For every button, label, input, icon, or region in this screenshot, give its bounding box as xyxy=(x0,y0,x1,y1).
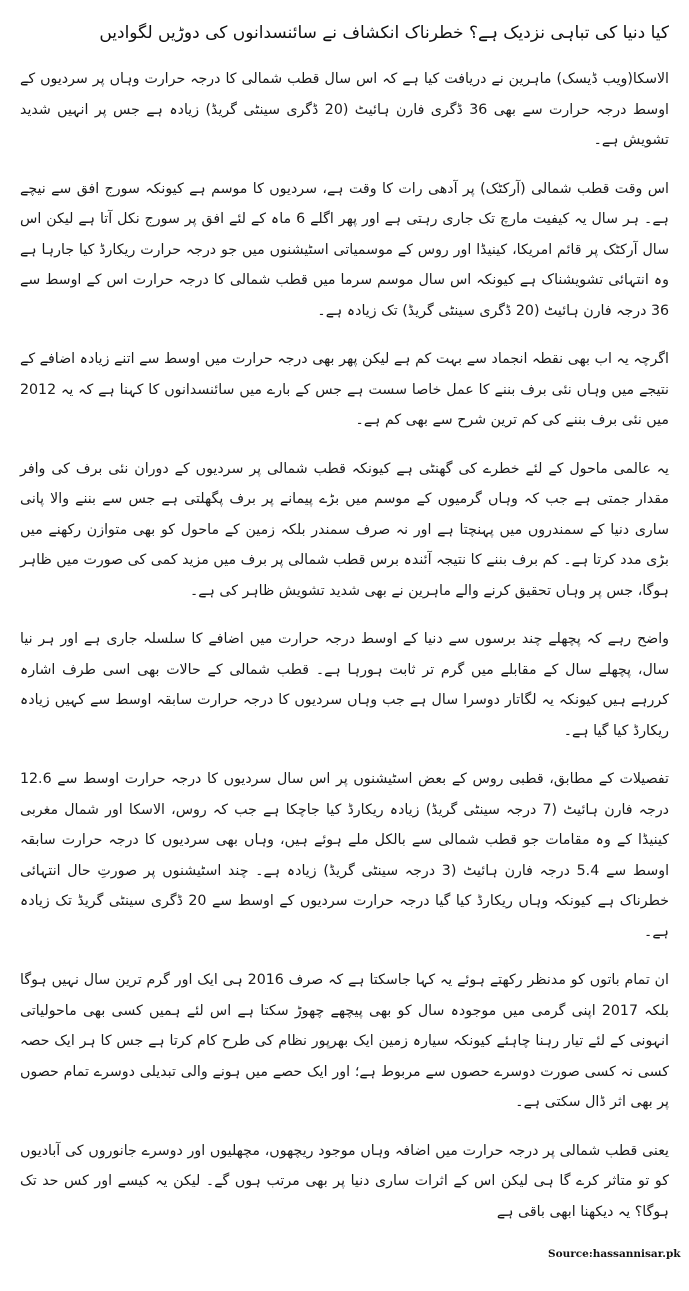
source-credit: Source:hassannisar.pk xyxy=(548,1248,681,1260)
article-paragraph: الاسکا(ویب ڈیسک) ماہرین نے دریافت کیا ہے کہ اس سال قطب شمالی کا درجہ حرارت وہاں پر سردیوں کے اوسط درجہ حرارت سے بھی 36 ڈگری فارن ہائیٹ (20 ڈگری سینٹی گریڈ) زیادہ ہے جس پر انہیں شدید تشویش ہے۔ xyxy=(20,71,669,148)
article-paragraph: یہ عالمی ماحول کے لئے خطرے کی گھنٹی ہے کیونکہ قطب شمالی پر سردیوں کے دوران نئی برف کی وافر مقدار جمتی ہے جب کہ وہاں گرمیوں کے موسم میں بڑے پیمانے پر برف پگھلتی ہے جس سے بننے والا پانی ساری دنیا کے سمندروں میں پہنچتا ہے اور نہ صرف سمندر بلکہ زمین کے ماحول کو بھی متوازن رکھنے میں بڑی مدد کرتا ہے۔ کم برف بننے کا نتیجہ آئندہ برس قطب شمالی پر برف میں مزید کمی کی صورت میں ظاہر ہوگا، جس پر وہاں تحقیق کرنے والے ماہرین نے بھی شدید تشویش ظاہر کی ہے۔ xyxy=(20,460,669,599)
article-paragraph: یعنی قطب شمالی پر درجہ حرارت میں اضافہ وہاں موجود ریچھوں، مچھلیوں اور دوسرے جانوروں کی آبادیوں کو تو متاثر کرے گا ہی لیکن اس کے اثرات ساری دنیا پر بھی مرتب ہوں گے۔ لیکن یہ کیسے اور کس حد تک ہوگا؟ یہ دیکھنا ابھی باقی ہے xyxy=(20,1142,669,1220)
article-paragraph: تفصیلات کے مطابق، قطبی روس کے بعض اسٹیشنوں پر اس سال سردیوں کا درجہ حرارت اوسط سے 12.6 درجہ فارن ہائیٹ (7 درجہ سینٹی گریڈ) زیادہ ریکارڈ کیا جاچکا ہے جب کہ روس، الاسکا اور شمال مغربی کینیڈا کے وہ مقامات جو قطب شمالی سے بالکل ملے ہوئے ہیں، وہاں بھی سردیوں کا درجہ حرارت سابقہ اوسط سے 5.4 درجہ فارن ہائیٹ (3 درجہ سینٹی گریڈ) زیادہ ہے۔ چند اسٹیشنوں پر صورتِ حال انتہائی خطرناک ہے کیونکہ وہاں ریکارڈ کیا گیا درجہ حرارت سردیوں کے اوسط سے 20 ڈگری سینٹی گریڈ تک زیادہ ہے۔ xyxy=(20,771,670,940)
article-paragraph: اس وقت قطب شمالی (آرکٹک) پر آدھی رات کا وقت ہے، سردیوں کا موسم ہے کیونکہ سورج افق سے نیچے ہے۔ ہر سال یہ کیفیت مارچ تک جاری رہتی ہے اور پھر اگلے 6 ماہ کے لئے افق پر سورج نکل آتا ہے لیکن اس سال آرکٹک پر قائم امریکا، کینیڈا اور روس کے موسمیاتی اسٹیشنوں میں جو درجہ حرارت ریکارڈ کیا جارہا ہے وہ انتہائی تشویشناک ہے کیونکہ اس سال موسم سرما میں قطب شمالی کا درجہ حرارت اس کے اوسط سے 36 درجہ فارن ہائیٹ (20 ڈگری سینٹی گریڈ) تک زیادہ ہے۔ xyxy=(20,180,669,319)
article-headline: کیا دنیا کی تباہی نزدیک ہے؟ خطرناک انکشاف نے سائنسدانوں کی دوڑیں لگوادیں xyxy=(99,23,669,43)
article-paragraph: اگرچہ یہ اب بھی نقطہ انجماد سے بہت کم ہے لیکن پھر بھی درجہ حرارت میں اوسط سے اتنے زیادہ اضافے کے نتیجے میں وہاں نئی برف بننے کا عمل خاصا سست ہے جس کے بارے میں سائنسدانوں کا کہنا ہے کہ یہ 2012 میں نئی برف بننے کی کم ترین شرح سے بھی کم ہے۔ xyxy=(20,351,669,428)
article-paragraph: واضح رہے کہ پچھلے چند برسوں سے دنیا کے اوسط درجہ حرارت میں اضافے کا سلسلہ جاری ہے اور ہر نیا سال، پچھلے سال کے مقابلے میں گرم تر ثابت ہورہا ہے۔ قطب شمالی کے حالات بھی اسی طرف اشارہ کررہے ہیں کیونکہ یہ لگاتار دوسرا سال ہے جب وہاں سردیوں کا درجہ حرارت سابقہ اوسط سے کہیں زیادہ ریکارڈ کیا گیا ہے۔ xyxy=(20,631,669,739)
article-paragraph: ان تمام باتوں کو مدنظر رکھتے ہوئے یہ کہا جاسکتا ہے کہ صرف 2016 ہی ایک اور گرم ترین سال نہیں ہوگا بلکہ 2017 اپنی گرمی میں موجودہ سال کو بھی پیچھے چھوڑ سکتا ہے اس لئے ہمیں کسی بھی ماحولیاتی انہونی کے لئے تیار رہنا چاہئے کیونکہ سیارہ زمین ایک بھرپور نظام کی طرح کام کرتا ہے جس کا ہر ایک حصہ کسی نہ کسی صورت دوسرے حصوں سے مربوط ہے؛ اور ایک حصے میں ہونے والی تبدیلی دوسرے تمام حصوں پر بھی اثر ڈال سکتی ہے۔ xyxy=(20,972,669,1110)
